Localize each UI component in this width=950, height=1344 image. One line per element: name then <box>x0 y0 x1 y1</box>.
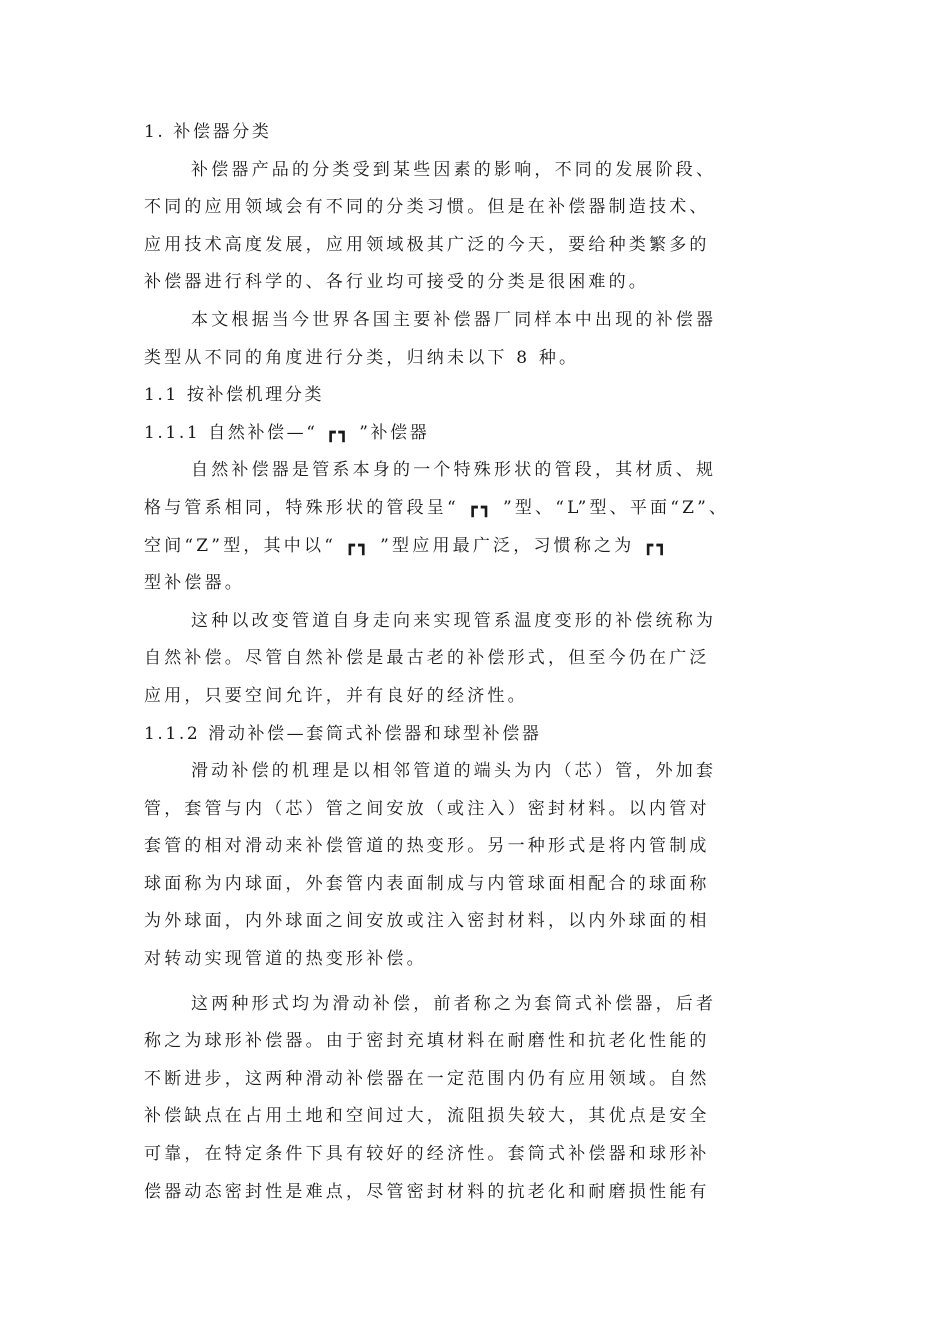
section-heading: 1.1.2 滑动补偿—套筒式补偿器和球型补偿器 <box>144 723 542 744</box>
paragraph-line: 应用技术高度发展，应用领域极其广泛的今天，要给种类繁多的 <box>144 234 710 255</box>
paragraph-line: 格与管系相同，特殊形状的管段呈“ ┏┓ ”型、“L”型、平面“Z”、 <box>144 497 730 518</box>
paragraph-line: 不断进步，这两种滑动补偿器在一定范围内仍有应用领域。自然 <box>144 1068 710 1089</box>
paragraph-line: 自然补偿。尽管自然补偿是最古老的补偿形式，但至今仍在广泛 <box>144 648 710 669</box>
paragraph-line: 套管的相对滑动来补偿管道的热变形。另一种形式是将内管制成 <box>144 836 710 857</box>
paragraph-line: 类型从不同的角度进行分类，归纳未以下 8 种。 <box>144 347 580 368</box>
paragraph-line: 偿器动态密封性是难点，尽管密封材料的抗老化和耐磨损性能有 <box>144 1181 710 1202</box>
paragraph-line: 这两种形式均为滑动补偿，前者称之为套筒式补偿器，后者 <box>191 993 717 1014</box>
paragraph-line: 可靠，在特定条件下具有较好的经济性。套筒式补偿器和球形补 <box>144 1144 710 1165</box>
paragraph-line: 空间“Z”型，其中以“ ┏┓ ”型应用最广泛，习惯称之为 ┏┓ <box>144 535 670 556</box>
paragraph-line: 补偿器产品的分类受到某些因素的影响，不同的发展阶段、 <box>191 159 717 180</box>
section-heading: 1. 补偿器分类 <box>144 122 272 142</box>
paragraph-line: 这种以改变管道自身走向来实现管系温度变形的补偿统称为 <box>191 610 717 631</box>
paragraph-line: 本文根据当今世界各国主要补偿器厂同样本中出现的补偿器 <box>191 309 717 330</box>
paragraph-line: 自然补偿器是管系本身的一个特殊形状的管段，其材质、规 <box>191 460 717 481</box>
paragraph-line: 滑动补偿的机理是以相邻管道的端头为内（芯）管，外加套 <box>191 761 717 782</box>
paragraph-line: 型补偿器。 <box>144 573 245 594</box>
paragraph-line: 应用，只要空间允许，并有良好的经济性。 <box>144 685 528 706</box>
document-body <box>144 114 804 1211</box>
paragraph-line: 对转动实现管道的热变形补偿。 <box>144 949 427 970</box>
paragraph-line: 补偿缺点在占用土地和空间过大，流阻损失较大，其优点是安全 <box>144 1106 710 1127</box>
paragraph-line: 称之为球形补偿器。由于密封充填材料在耐磨性和抗老化性能的 <box>144 1031 710 1052</box>
paragraph-line: 不同的应用领域会有不同的分类习惯。但是在补偿器制造技术、 <box>144 197 710 218</box>
paragraph-gap <box>144 979 804 986</box>
section-heading: 1.1 按补偿机理分类 <box>144 385 325 406</box>
paragraph-line: 管，套管与内（芯）管之间安放（或注入）密封材料。以内管对 <box>144 798 710 819</box>
paragraph-line: 补偿器进行科学的、各行业均可接受的分类是很困难的。 <box>144 272 649 293</box>
paragraph-line: 为外球面，内外球面之间安放或注入密封材料，以内外球面的相 <box>144 911 710 932</box>
paragraph-line: 球面称为内球面，外套管内表面制成与内管球面相配合的球面称 <box>144 873 710 894</box>
section-heading: 1.1.1 自然补偿—“ ┏┓ ”补偿器 <box>144 422 430 443</box>
